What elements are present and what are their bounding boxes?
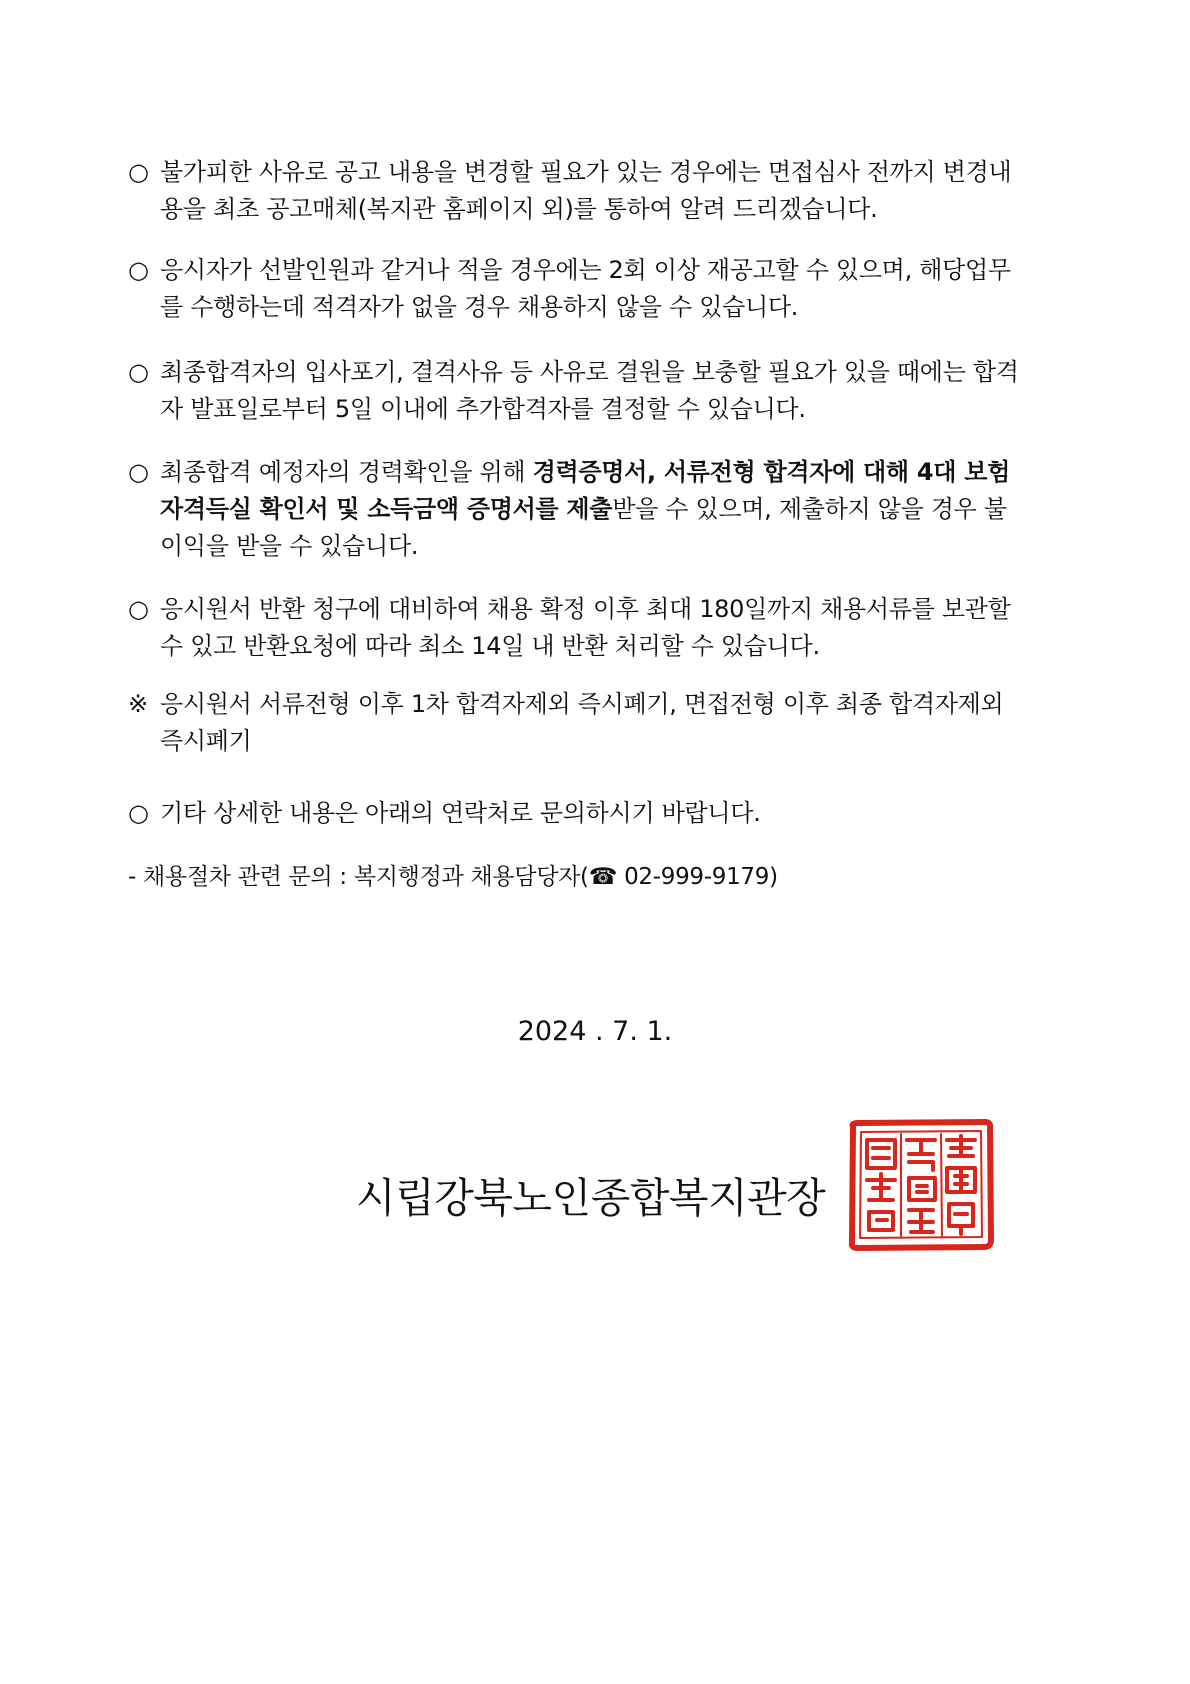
notice-line	[128, 354, 1078, 391]
circle-bullet-icon: ○	[128, 158, 149, 186]
notice-text: 불가피한 사유로 공고 내용을 변경할 필요가 있는 경우에는 면접심사 전까지 변경내	[160, 158, 1012, 186]
reference-mark-icon: ※	[128, 690, 148, 718]
notice-line	[128, 252, 1078, 289]
notice-text: 응시자가 선발인원과 같거나 적을 경우에는 2회 이상 재공고할 수 있으며, 해당업무	[160, 256, 1011, 284]
document-date: 2024 . 7. 1.	[517, 1016, 673, 1047]
notice-text: 최종합격자의 입사포기, 결격사유 등 사유로 결원을 보충할 필요가 있을 때에는 합격	[160, 358, 1019, 386]
notice-line	[128, 591, 1078, 628]
notice-line	[128, 491, 1078, 528]
notice-text: 받을 수 있으며, 제출하지 않을 경우 불	[612, 495, 1007, 523]
phone-icon: ☎	[588, 864, 618, 890]
notice-text: 이익을 받을 수 있습니다.	[160, 532, 419, 560]
official-seal-icon	[847, 1118, 995, 1252]
notice-line	[128, 686, 1078, 723]
notice-text: 응시원서 서류전형 이후 1차 합격자제외 즉시폐기, 면접전형 이후 최종 합격자제외	[160, 690, 1004, 718]
contact-phone: 02-999-9179)	[617, 864, 778, 890]
notice-item-3	[128, 354, 1078, 428]
notice-item-4	[128, 454, 1078, 565]
notice-text: 기타 상세한 내용은 아래의 연락처로 문의하시기 바랍니다.	[160, 799, 761, 827]
notice-text: 최종합격 예정자의 경력확인을 위해	[160, 458, 533, 486]
notice-emphasis: 경력증명서, 서류전형 합격자에 대해 4대 보험	[532, 458, 1010, 486]
notice-text: 를 수행하는데 적격자가 없을 경우 채용하지 않을 수 있습니다.	[160, 293, 799, 321]
circle-bullet-icon: ○	[128, 799, 149, 827]
notice-item-2	[128, 252, 1078, 326]
circle-bullet-icon: ○	[128, 595, 149, 623]
notice-text: 용을 최초 공고매체(복지관 홈페이지 외)를 통하여 알려 드리겠습니다.	[160, 195, 878, 223]
signer-name: 시립강북노인종합복지관장	[356, 1174, 826, 1222]
notice-line	[128, 795, 1078, 832]
notice-text: 수 있고 반환요청에 따라 최소 14일 내 반환 처리할 수 있습니다.	[160, 632, 820, 660]
notice-item-7	[128, 795, 1078, 832]
notice-emphasis: 자격득실 확인서 및 소득금액 증명서를 제출	[160, 495, 613, 523]
contact-prefix: - 채용절차 관련 문의 : 복지행정과 채용담당자(	[128, 864, 589, 890]
circle-bullet-icon: ○	[128, 256, 149, 284]
circle-bullet-icon: ○	[128, 358, 149, 386]
notice-text: 즉시폐기	[160, 727, 252, 755]
notice-text: 자 발표일로부터 5일 이내에 추가합격자를 결정할 수 있습니다.	[160, 395, 806, 423]
notice-text: 응시원서 반환 청구에 대비하여 채용 확정 이후 최대 180일까지 채용서류를 보관할	[160, 595, 1011, 623]
notice-line	[128, 154, 1078, 191]
notice-line	[128, 454, 1078, 491]
notice-item-1	[128, 154, 1078, 228]
circle-bullet-icon: ○	[128, 458, 149, 486]
contact-line	[128, 860, 778, 894]
notice-item-6	[128, 686, 1078, 760]
notice-item-5	[128, 591, 1078, 665]
